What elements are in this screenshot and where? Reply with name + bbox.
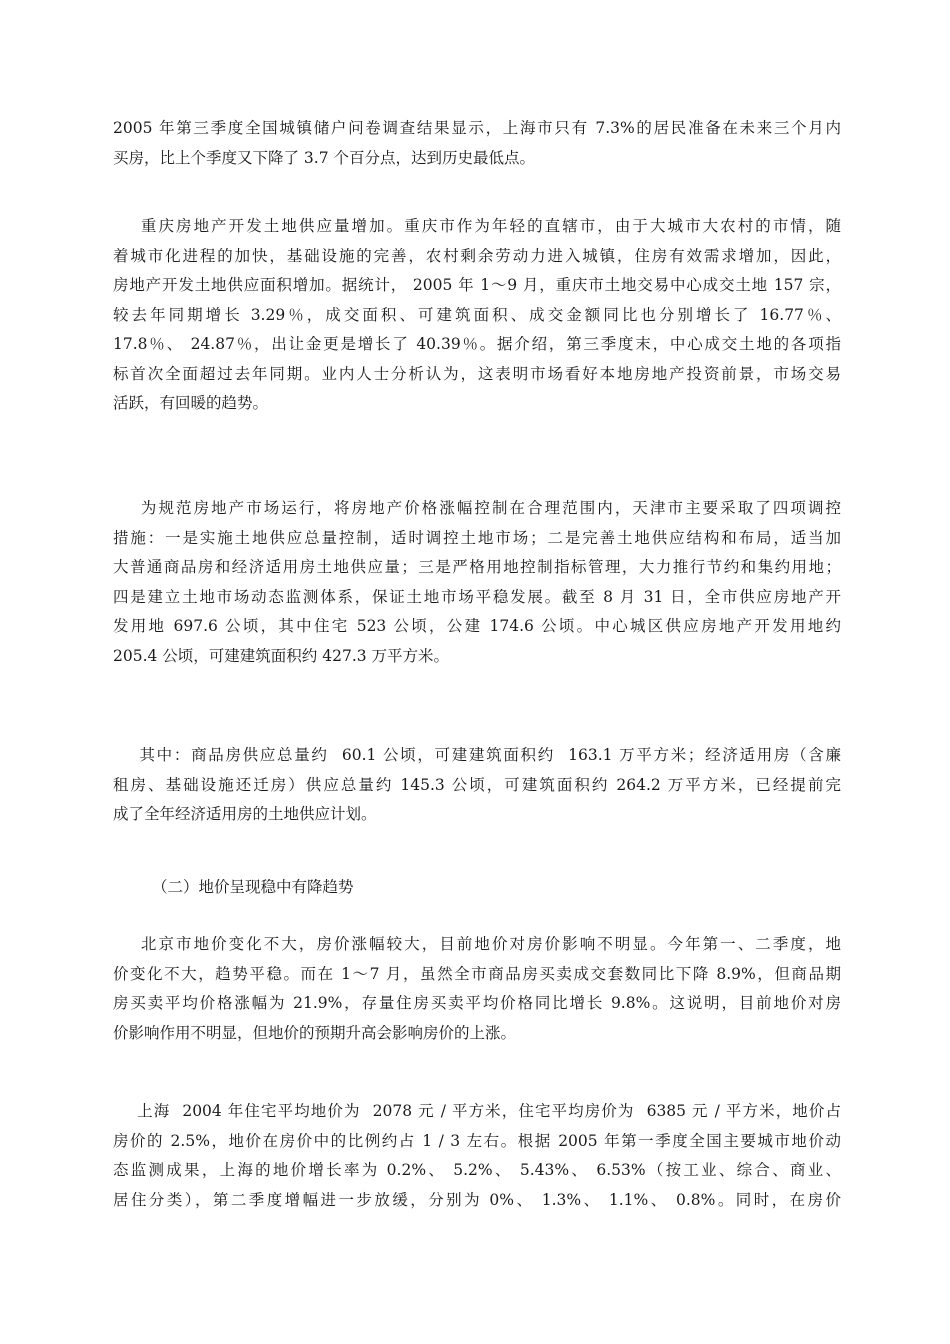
- text-line: 着城市化进程的加快，基础设施的完善，农村剩余劳动力进入城镇，住房有效需求增加，因此，: [113, 246, 841, 265]
- text-line: 重庆房地产开发土地供应量增加。重庆市作为年轻的直辖市，由于大城市大农村的市情，随: [113, 217, 841, 235]
- text-line: 态监测成果，上海的地价增长率为 0.2%、 5.2%、 5.43%、 6.53%（按工业、综合、商业、: [113, 1161, 841, 1179]
- paragraph-shanghai-survey: [113, 114, 841, 173]
- text-line: 大普通商品房和经济适用房土地供应量；三是严格用地控制指标管理，大力推行节约和集约用地；: [113, 558, 841, 576]
- text-line: 措施：一是实施土地供应总量控制，适时调控土地市场；二是完善土地供应结构和布局，适当加: [113, 528, 841, 547]
- text-line: 房价的 2.5%，地价在房价中的比例约占 1 / 3 左右。根据 2005 年第一季度全国主要城市地价动: [113, 1131, 841, 1150]
- paragraph-beijing-land-price: [113, 930, 841, 1048]
- text-line: 房地产开发土地供应面积增加。据统计， 2005 年 1～9 月，重庆市土地交易中心成交土地 157 宗，: [113, 276, 841, 294]
- text-line: 租房、基础设施还迁房）供应总量约 145.3 公顷，可建筑面积约 264.2 万平方米，已经提前完: [113, 775, 841, 794]
- paragraph-tianjin-measures: [113, 494, 841, 671]
- text-line: 成了全年经济适用房的土地供应计划。: [113, 805, 377, 823]
- text-line: 房买卖平均价格涨幅为 21.9%，存量住房买卖平均价格同比增长 9.8%。这说明，目前地价对房: [113, 994, 841, 1012]
- text-line: 17.8％、 24.87％，出让金更是增长了 40.39％。据介绍，第三季度末，中心成交土地的各项指: [113, 335, 841, 353]
- paragraph-chongqing-land-supply: [113, 212, 841, 419]
- text-line: 发用地 697.6 公顷，其中住宅 523 公顷，公建 174.6 公顷。中心城区供应房地产开发用地约: [113, 617, 841, 635]
- section-heading: （二）地价呈现稳中有降趋势: [152, 878, 354, 896]
- text-line: 活跃，有回暖的趋势。: [113, 394, 269, 412]
- text-line: 205.4 公顷，可建建筑面积约 427.3 万平方米。: [113, 646, 450, 665]
- paragraph-shanghai-land-price: [113, 1097, 841, 1215]
- text-line: 价影响作用不明显，但地价的预期升高会影响房价的上涨。: [113, 1023, 517, 1042]
- text-line: 其中：商品房供应总量约 60.1 公顷，可建建筑面积约 163.1 万平方米；经济适用房（含廉: [113, 746, 841, 764]
- text-line: 北京市地价变化不大，房价涨幅较大，目前地价对房价影响不明显。今年第一、二季度，地: [113, 935, 841, 953]
- text-line: 买房，比上个季度又下降了 3.7 个百分点，达到历史最低点。: [113, 148, 536, 167]
- text-line: 价变化不大，趋势平稳。而在 1～7 月，虽然全市商品房买卖成交套数同比下降 8.9%，但商品期: [113, 964, 841, 983]
- text-line: 较去年同期增长 3.29％，成交面积、可建筑面积、成交金额同比也分别增长了 16.77％、: [113, 305, 841, 324]
- paragraph-tianjin-supply-detail: [113, 741, 841, 830]
- text-line: 为规范房地产市场运行，将房地产价格涨幅控制在合理范围内，天津市主要采取了四项调控: [113, 499, 841, 517]
- text-line: 四是建立土地市场动态监测体系，保证土地市场平稳发展。截至 8 月 31 日，全市供应房地产开: [113, 587, 841, 606]
- text-line: 2005 年第三季度全国城镇储户问卷调查结果显示，上海市只有 7.3%的居民准备在未来三个月内: [113, 119, 841, 137]
- text-line: 居住分类），第二季度增幅进一步放缓，分别为 0%、 1.3%、 1.1%、 0.8%。同时，在房价: [113, 1190, 841, 1209]
- text-line: 上海 2004 年住宅平均地价为 2078 元 / 平方米，住宅平均房价为 6385 元 / 平方米，地价占: [113, 1102, 841, 1120]
- text-line: 标首次全面超过去年同期。业内人士分析认为，这表明市场看好本地房地产投资前景，市场交易: [113, 364, 841, 383]
